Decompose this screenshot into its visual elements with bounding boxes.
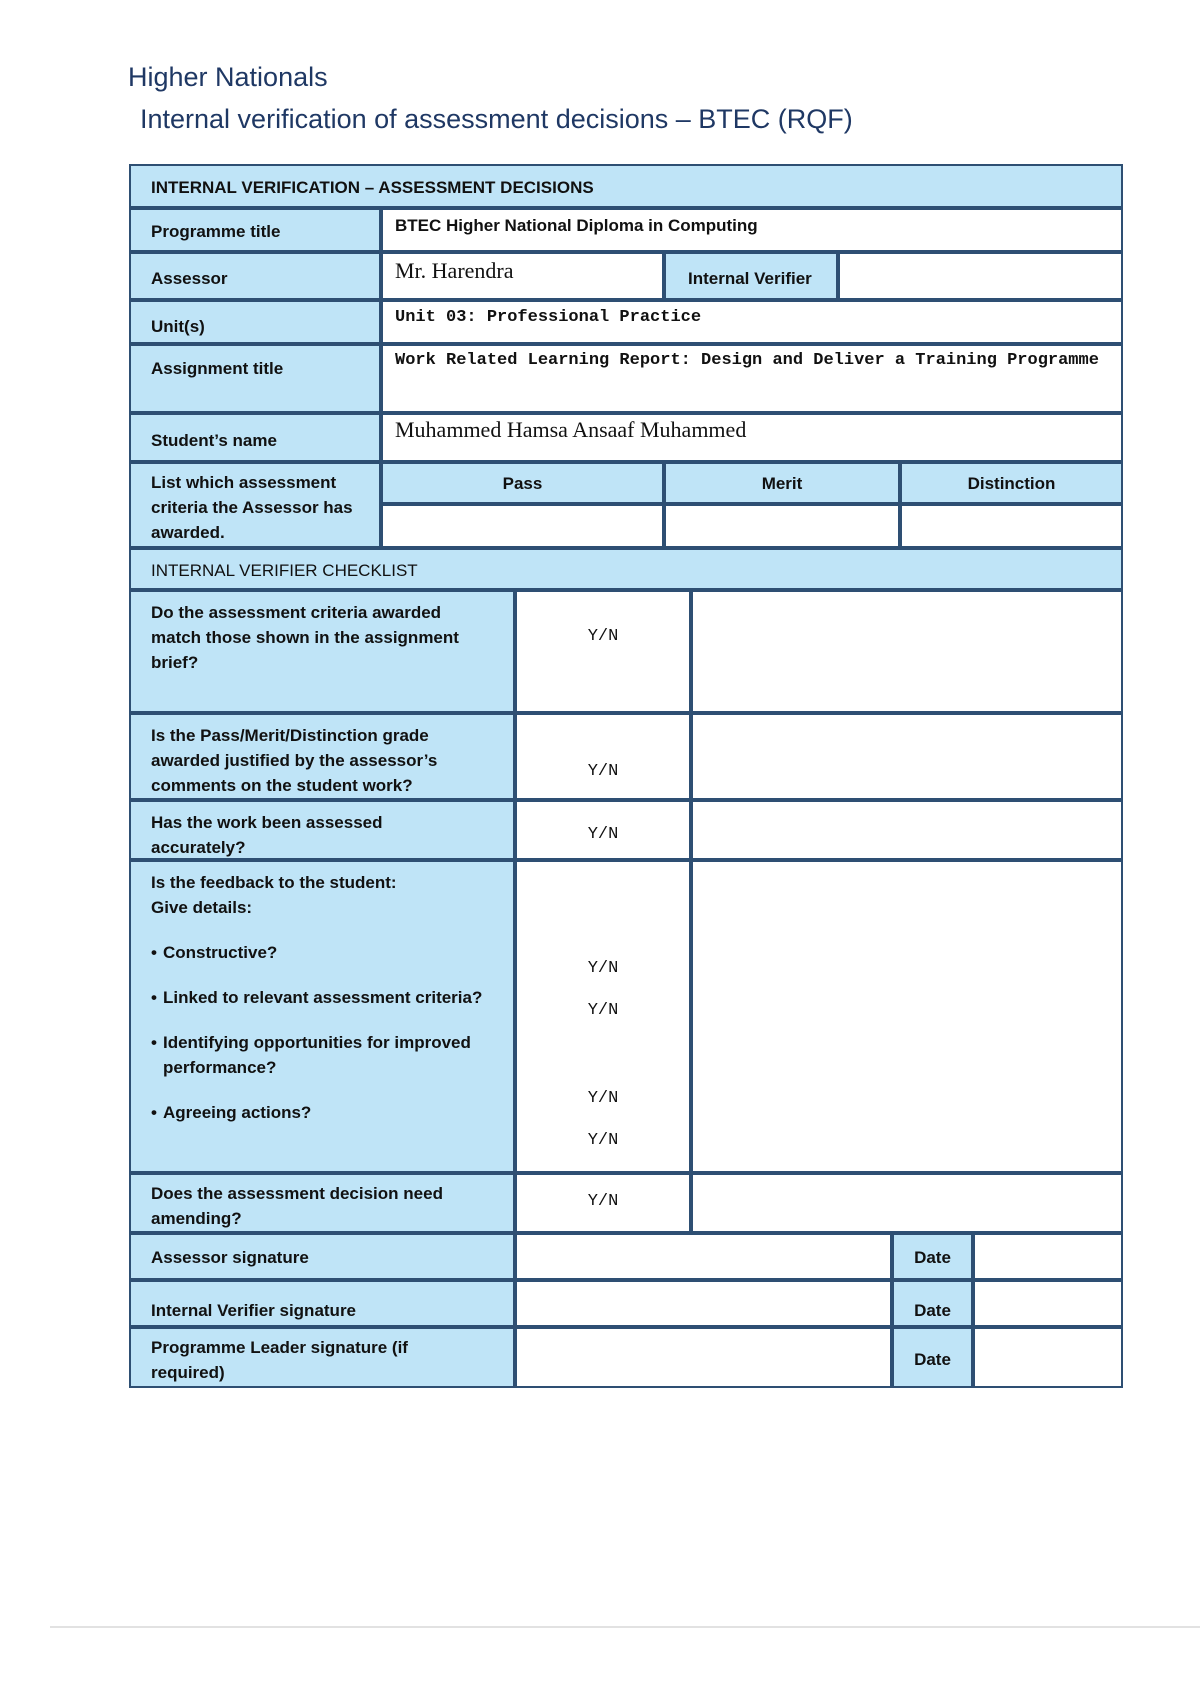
document-subtitle: Internal verification of assessment decisions – BTEC (RQF): [140, 104, 853, 134]
assessor-signature-field[interactable]: [515, 1233, 892, 1280]
merit-criteria-field[interactable]: [664, 504, 900, 548]
yn-feedback-column: [515, 860, 691, 1173]
checklist-row-assessed-accurately: [130, 800, 1124, 860]
unit-label: Unit(s): [129, 300, 381, 344]
internal-verifier-signature-field[interactable]: [515, 1280, 892, 1327]
assignment-title-row: [130, 344, 1124, 413]
pass-criteria-field[interactable]: [381, 504, 664, 548]
unit-field[interactable]: Unit 03: Professional Practice: [381, 300, 1123, 344]
checklist-question-amending: Does the assessment decision need amending?: [129, 1173, 515, 1233]
checklist-question-criteria-match: Do the assessment criteria awarded match those shown in the assignment brief?: [129, 590, 515, 713]
unit-row: [130, 300, 1124, 344]
section-title-checklist: INTERNAL VERIFIER CHECKLIST: [129, 548, 1123, 590]
criteria-awarded-label: List which assessment criteria the Assessor has awarded.: [129, 462, 381, 548]
programme-title-field[interactable]: BTEC Higher National Diploma in Computing: [381, 208, 1123, 252]
yn-opportunities[interactable]: Y/N: [587, 1089, 619, 1108]
feedback-item-opportunities: • Identifying opportunities for improved performance?: [151, 1030, 493, 1080]
programme-leader-signature-label: Programme Leader signature (if required): [129, 1327, 515, 1388]
assessor-date-label: Date: [892, 1233, 973, 1280]
yn-linked[interactable]: Y/N: [587, 1001, 619, 1020]
programme-title-row: [130, 208, 1124, 252]
checklist-row-criteria-match: [130, 590, 1124, 713]
programme-leader-date-field[interactable]: [973, 1327, 1123, 1388]
yn-constructive[interactable]: Y/N: [587, 959, 619, 978]
feedback-item-linked: • Linked to relevant assessment criteria?: [151, 985, 493, 1010]
comments-grade-justified[interactable]: [691, 713, 1123, 800]
internal-verifier-date-field[interactable]: [973, 1280, 1123, 1327]
comments-criteria-match[interactable]: [691, 590, 1123, 713]
comments-assessed-accurately[interactable]: [691, 800, 1123, 860]
yn-criteria-match[interactable]: Y/N: [515, 590, 691, 713]
assignment-title-label: Assignment title: [129, 344, 381, 413]
distinction-header: Distinction: [900, 462, 1123, 504]
student-name-field[interactable]: Muhammed Hamsa Ansaaf Muhammed: [381, 413, 1123, 462]
feedback-item-agreeing-actions: • Agreeing actions?: [151, 1100, 493, 1125]
section-header-row: [130, 164, 1124, 208]
distinction-criteria-field[interactable]: [900, 504, 1123, 548]
assessor-label: Assessor: [129, 252, 381, 300]
programme-title-label: Programme title: [129, 208, 381, 252]
assessor-signature-label: Assessor signature: [129, 1233, 515, 1280]
footer-divider: [50, 1626, 1200, 1628]
assessor-row: [130, 252, 1124, 300]
student-name-label: Student’s name: [129, 413, 381, 462]
student-name-row: [130, 413, 1124, 462]
internal-verifier-field[interactable]: [838, 252, 1123, 300]
feedback-item-constructive: • Constructive?: [151, 940, 493, 965]
programme-leader-date-label: Date: [892, 1327, 973, 1388]
yn-assessed-accurately[interactable]: Y/N: [515, 800, 691, 860]
assessor-field[interactable]: Mr. Harendra: [381, 252, 664, 300]
document-title: Higher Nationals: [128, 62, 328, 92]
internal-verifier-date-label: Date: [892, 1280, 973, 1327]
programme-leader-signature-row: [130, 1327, 1124, 1388]
internal-verifier-label: Internal Verifier: [664, 252, 838, 300]
checklist-header-row: [130, 548, 1124, 590]
pass-header: Pass: [381, 462, 664, 504]
yn-agreeing-actions[interactable]: Y/N: [587, 1131, 619, 1150]
checklist-question-assessed-accurately: Has the work been assessed accurately?: [129, 800, 515, 860]
checklist-question-feedback: [129, 860, 515, 1173]
verification-form: [130, 164, 1124, 1388]
programme-leader-signature-field[interactable]: [515, 1327, 892, 1388]
feedback-give-details: Give details:: [151, 898, 253, 917]
assessor-signature-row: [130, 1233, 1124, 1280]
section-title-assessment-decisions: INTERNAL VERIFICATION – ASSESSMENT DECISIONS: [129, 164, 1123, 208]
comments-feedback[interactable]: [691, 860, 1123, 1173]
checklist-row-feedback: [130, 860, 1124, 1173]
comments-amending[interactable]: [691, 1173, 1123, 1233]
feedback-question-title: Is the feedback to the student:: [151, 873, 397, 892]
internal-verifier-signature-row: [130, 1280, 1124, 1327]
assignment-title-field[interactable]: Work Related Learning Report: Design and Deliver a Training Programme: [381, 344, 1123, 413]
criteria-awarded-row: [130, 462, 1124, 548]
assessor-date-field[interactable]: [973, 1233, 1123, 1280]
internal-verifier-signature-label: Internal Verifier signature: [129, 1280, 515, 1327]
checklist-row-grade-justified: [130, 713, 1124, 800]
checklist-row-amending: [130, 1173, 1124, 1233]
merit-header: Merit: [664, 462, 900, 504]
checklist-question-grade-justified: Is the Pass/Merit/Distinction grade awarded justified by the assessor’s comments on the student work?: [129, 713, 515, 800]
feedback-criteria-list: [151, 940, 493, 1125]
yn-amending[interactable]: Y/N: [515, 1173, 691, 1233]
yn-grade-justified[interactable]: Y/N: [515, 713, 691, 800]
